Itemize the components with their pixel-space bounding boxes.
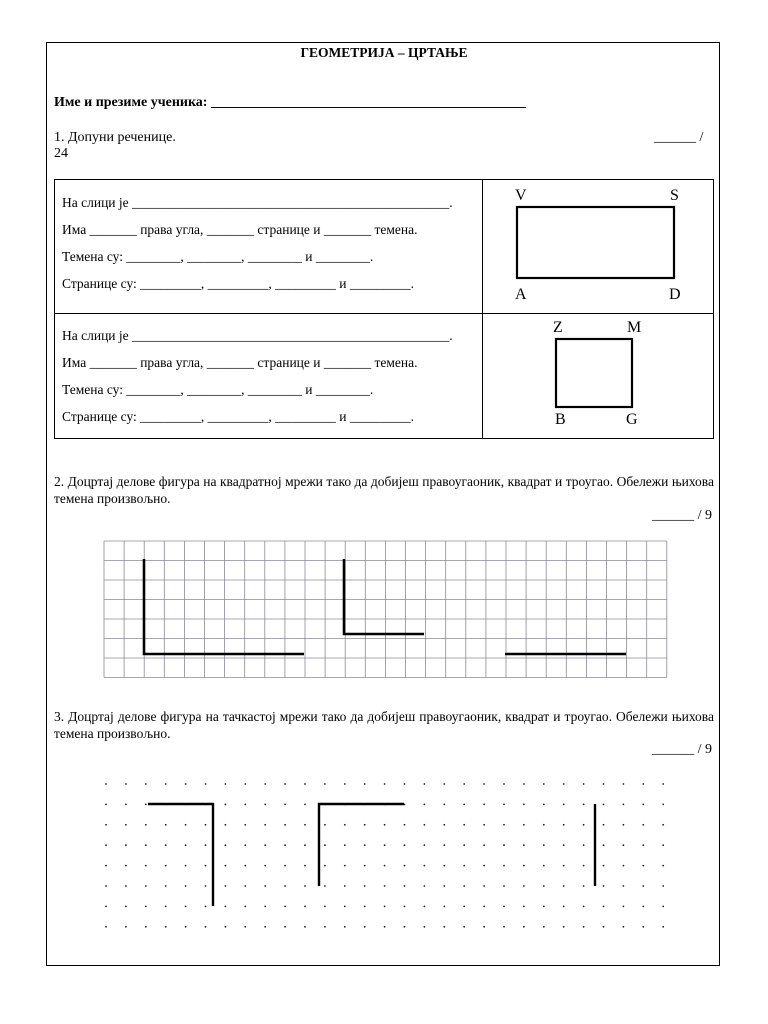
grid-dot: [603, 906, 605, 908]
grid-dot: [165, 926, 167, 928]
grid-dot: [563, 844, 565, 846]
grid-dot: [284, 885, 286, 887]
grid-dot: [384, 824, 386, 826]
grid-dot: [264, 804, 266, 806]
grid-dot: [463, 783, 465, 785]
grid-dot: [563, 906, 565, 908]
grid-dot: [165, 783, 167, 785]
grid-dot: [662, 906, 664, 908]
task2-score: ______ / 9: [652, 508, 712, 523]
grid-dot: [603, 885, 605, 887]
grid-dot: [145, 783, 147, 785]
grid-dot: [205, 906, 207, 908]
grid-dot: [185, 865, 187, 867]
grid-dot: [563, 926, 565, 928]
grid-dot: [264, 865, 266, 867]
grid-dot: [165, 824, 167, 826]
grid-dot: [523, 906, 525, 908]
grid-dot: [642, 926, 644, 928]
grid-dot: [543, 865, 545, 867]
grid-dot: [642, 885, 644, 887]
grid-dot: [503, 865, 505, 867]
grid-dot: [603, 783, 605, 785]
square-grid: [100, 538, 670, 680]
grid-dot: [463, 844, 465, 846]
grid-dot: [284, 844, 286, 846]
grid-dot: [583, 804, 585, 806]
grid-dot: [205, 926, 207, 928]
grid-dot: [563, 783, 565, 785]
grid-dot: [443, 865, 445, 867]
grid-dot: [244, 865, 246, 867]
grid-dot: [284, 824, 286, 826]
grid-dot: [443, 906, 445, 908]
grid-dot: [125, 865, 127, 867]
grid-dot: [225, 885, 227, 887]
grid-dot: [344, 824, 346, 826]
grid-dot: [344, 844, 346, 846]
grid-dot: [662, 804, 664, 806]
grid-dot: [225, 804, 227, 806]
grid-dot: [662, 926, 664, 928]
task3-score: ______ / 9: [652, 742, 712, 757]
grid-dot: [443, 885, 445, 887]
grid-dot: [145, 844, 147, 846]
grid-figure-part: [144, 559, 304, 654]
grid-dot: [523, 865, 525, 867]
task1-prompt: 1. Допуни реченице.: [54, 130, 176, 145]
grid-dot: [165, 865, 167, 867]
grid-dot: [642, 824, 644, 826]
grid-dot: [563, 824, 565, 826]
grid-dot: [244, 844, 246, 846]
task1-score-blank: ______ /: [654, 130, 704, 145]
grid-dot: [523, 926, 525, 928]
grid-dot: [205, 824, 207, 826]
grid-dot: [404, 926, 406, 928]
square-figure: [480, 313, 714, 437]
grid-dot: [662, 865, 664, 867]
square-line-3: Темена су: ________, ________, ________ и ________.: [62, 382, 374, 397]
grid-dot: [324, 844, 326, 846]
grid-dot: [264, 926, 266, 928]
grid-dot: [284, 906, 286, 908]
grid-dot: [623, 783, 625, 785]
grid-dot: [483, 844, 485, 846]
square-line-4: Странице су: _________, _________, _________ и _________.: [62, 409, 415, 424]
grid-dot: [543, 906, 545, 908]
grid-dot: [244, 885, 246, 887]
grid-dot: [145, 906, 147, 908]
grid-dot: [244, 824, 246, 826]
grid-dot: [324, 865, 326, 867]
grid-dot: [304, 885, 306, 887]
grid-dot: [543, 844, 545, 846]
grid-dot: [463, 865, 465, 867]
grid-dot: [543, 804, 545, 806]
grid-dot: [443, 804, 445, 806]
grid-dot: [623, 865, 625, 867]
task3-text: 3. Доцртај делове фигура на тачкастој мрежи тако да добијеш правоугаоник, квадрат и троугао. Обележи њихова темена произвољно.: [54, 709, 714, 741]
grid-dot: [344, 906, 346, 908]
grid-dot: [503, 804, 505, 806]
grid-dot: [583, 906, 585, 908]
grid-dot: [583, 844, 585, 846]
grid-dot: [244, 804, 246, 806]
grid-dot: [185, 824, 187, 826]
grid-dot: [543, 926, 545, 928]
vertex-label-b: B: [555, 411, 566, 428]
grid-dot: [205, 783, 207, 785]
grid-dot: [623, 926, 625, 928]
grid-dot: [424, 783, 426, 785]
grid-dot: [642, 783, 644, 785]
grid-dot: [304, 926, 306, 928]
grid-dot: [662, 824, 664, 826]
grid-dot: [543, 885, 545, 887]
grid-dot: [603, 824, 605, 826]
grid-dot: [225, 783, 227, 785]
grid-dot: [304, 865, 306, 867]
grid-dot: [264, 885, 266, 887]
grid-dot: [543, 824, 545, 826]
grid-dot: [384, 926, 386, 928]
grid-dot: [205, 844, 207, 846]
grid-dot: [125, 906, 127, 908]
grid-dot: [145, 824, 147, 826]
dot-grid: [98, 775, 668, 935]
grid-dot: [483, 824, 485, 826]
grid-dot: [642, 844, 644, 846]
grid-dot: [642, 906, 644, 908]
grid-dot: [344, 783, 346, 785]
grid-dot: [105, 844, 107, 846]
grid-dot: [264, 824, 266, 826]
grid-dot: [424, 844, 426, 846]
vertex-label-g: G: [626, 411, 638, 428]
grid-dot: [384, 844, 386, 846]
grid-dot: [324, 783, 326, 785]
grid-dot: [404, 844, 406, 846]
grid-dot: [264, 783, 266, 785]
grid-dot: [284, 804, 286, 806]
grid-dot: [623, 824, 625, 826]
vertex-label-s: S: [670, 187, 679, 204]
grid-dot: [264, 844, 266, 846]
grid-dot: [384, 865, 386, 867]
grid-dot: [244, 926, 246, 928]
grid-dot: [583, 926, 585, 928]
grid-dot: [125, 844, 127, 846]
grid-dot: [583, 885, 585, 887]
grid-dot: [662, 885, 664, 887]
grid-dot: [523, 844, 525, 846]
grid-dot: [404, 906, 406, 908]
grid-dot: [463, 906, 465, 908]
grid-dot: [424, 804, 426, 806]
grid-dot: [205, 865, 207, 867]
grid-dot: [583, 783, 585, 785]
grid-dot: [364, 824, 366, 826]
grid-dot: [623, 804, 625, 806]
grid-dot: [583, 824, 585, 826]
page-title: ГЕОМЕТРИЈА – ЦРТАЊЕ: [300, 45, 468, 60]
grid-dot: [185, 885, 187, 887]
grid-dot: [503, 926, 505, 928]
grid-dot: [125, 824, 127, 826]
grid-dot: [145, 926, 147, 928]
grid-dot: [443, 824, 445, 826]
grid-dot: [344, 885, 346, 887]
grid-dot: [185, 783, 187, 785]
grid-dot: [523, 824, 525, 826]
grid-dot: [165, 844, 167, 846]
grid-dot: [443, 783, 445, 785]
grid-dot: [284, 926, 286, 928]
grid-dot: [185, 844, 187, 846]
rectangle-figure: [480, 180, 714, 312]
grid-dot: [284, 865, 286, 867]
vertex-label-d: D: [669, 286, 681, 303]
grid-dot: [384, 885, 386, 887]
grid-dot: [463, 824, 465, 826]
grid-dot: [105, 783, 107, 785]
grid-dot: [583, 865, 585, 867]
grid-dot: [145, 885, 147, 887]
grid-dot: [304, 844, 306, 846]
grid-dot: [125, 885, 127, 887]
grid-dot: [563, 885, 565, 887]
grid-dot: [463, 804, 465, 806]
task1-score-total: 24: [54, 146, 68, 161]
grid-dot: [145, 865, 147, 867]
grid-dot: [563, 804, 565, 806]
grid-dot: [623, 844, 625, 846]
grid-dot: [503, 844, 505, 846]
grid-dot: [364, 906, 366, 908]
grid-dot: [603, 804, 605, 806]
grid-dot: [503, 824, 505, 826]
grid-dot: [324, 885, 326, 887]
grid-dot: [125, 783, 127, 785]
grid-dot: [623, 906, 625, 908]
grid-dot: [424, 906, 426, 908]
grid-dot: [304, 824, 306, 826]
grid-dot: [483, 804, 485, 806]
grid-dot: [225, 844, 227, 846]
square-shape: [556, 339, 632, 407]
rect-line-4: Странице су: _________, _________, _________ и _________.: [62, 276, 415, 291]
grid-dot: [503, 783, 505, 785]
grid-dot: [404, 865, 406, 867]
grid-dot: [165, 885, 167, 887]
grid-dot: [384, 906, 386, 908]
grid-dot: [344, 865, 346, 867]
grid-dot: [364, 885, 366, 887]
grid-dot: [304, 783, 306, 785]
grid-dot: [125, 926, 127, 928]
grid-dot: [264, 906, 266, 908]
grid-dot: [105, 885, 107, 887]
grid-dot: [463, 926, 465, 928]
grid-dot: [324, 824, 326, 826]
grid-dot: [284, 783, 286, 785]
grid-dot: [503, 906, 505, 908]
grid-dot: [483, 906, 485, 908]
grid-dot: [463, 885, 465, 887]
grid-dot: [105, 926, 107, 928]
grid-dot: [424, 885, 426, 887]
grid-dot: [225, 926, 227, 928]
grid-dot: [404, 783, 406, 785]
square-line-2: Има _______ права угла, _______ странице и _______ темена.: [62, 355, 418, 370]
vertex-label-z: Z: [553, 319, 563, 336]
rect-line-3: Темена су: ________, ________, ________ и ________.: [62, 249, 374, 264]
grid-dot: [523, 783, 525, 785]
grid-dot: [642, 865, 644, 867]
grid-dot: [225, 906, 227, 908]
task2-text: 2. Доцртај делове фигура на квадратној мрежи тако да добијеш правоугаоник, квадрат и троугао. Обележи њихова темена произвољно.: [54, 474, 714, 506]
grid-dot: [662, 844, 664, 846]
grid-dot: [483, 783, 485, 785]
grid-dot: [424, 926, 426, 928]
grid-dot: [384, 783, 386, 785]
grid-dot: [145, 804, 147, 806]
grid-dot: [543, 783, 545, 785]
grid-dot: [603, 844, 605, 846]
grid-dot: [344, 926, 346, 928]
grid-dot: [483, 926, 485, 928]
grid-dot: [364, 844, 366, 846]
square-line-1: На слици је _______________________________________________.: [62, 328, 453, 343]
grid-dot: [563, 865, 565, 867]
grid-dot: [304, 906, 306, 908]
grid-dot: [185, 926, 187, 928]
grid-dot: [244, 906, 246, 908]
grid-dot: [483, 885, 485, 887]
grid-dot: [503, 885, 505, 887]
grid-figure-part: [344, 559, 424, 634]
grid-dot: [424, 824, 426, 826]
grid-dot: [225, 865, 227, 867]
grid-dot: [364, 926, 366, 928]
grid-dot: [165, 906, 167, 908]
grid-dot: [105, 804, 107, 806]
grid-dot: [603, 926, 605, 928]
grid-dot: [324, 906, 326, 908]
grid-dot: [662, 783, 664, 785]
grid-dot: [404, 824, 406, 826]
vertex-label-v: V: [515, 187, 527, 204]
dot-figure-part: [319, 804, 404, 886]
grid-dot: [244, 783, 246, 785]
vertex-label-a: A: [515, 286, 527, 303]
rect-line-2: Има _______ права угла, _______ странице и _______ темена.: [62, 222, 418, 237]
grid-dot: [185, 906, 187, 908]
grid-dot: [443, 926, 445, 928]
grid-dot: [205, 885, 207, 887]
rectangle-shape: [517, 207, 674, 278]
vertex-label-m: M: [627, 319, 642, 336]
grid-dot: [105, 824, 107, 826]
grid-dot: [443, 844, 445, 846]
grid-dot: [623, 885, 625, 887]
grid-dot: [364, 865, 366, 867]
grid-dot: [304, 804, 306, 806]
rect-line-1: На слици је _______________________________________________.: [62, 195, 453, 210]
grid-dot: [603, 865, 605, 867]
grid-dot: [642, 804, 644, 806]
grid-dot: [364, 783, 366, 785]
student-name-field: Име и презиме ученика: _____________________________________________: [54, 95, 526, 110]
grid-dot: [523, 885, 525, 887]
grid-dot: [523, 804, 525, 806]
grid-dot: [324, 926, 326, 928]
grid-dot: [424, 865, 426, 867]
grid-dot: [105, 906, 107, 908]
grid-dot: [483, 865, 485, 867]
grid-dot: [225, 824, 227, 826]
dot-figure-part: [148, 804, 213, 906]
grid-dot: [125, 804, 127, 806]
grid-dot: [105, 865, 107, 867]
grid-dot: [404, 885, 406, 887]
